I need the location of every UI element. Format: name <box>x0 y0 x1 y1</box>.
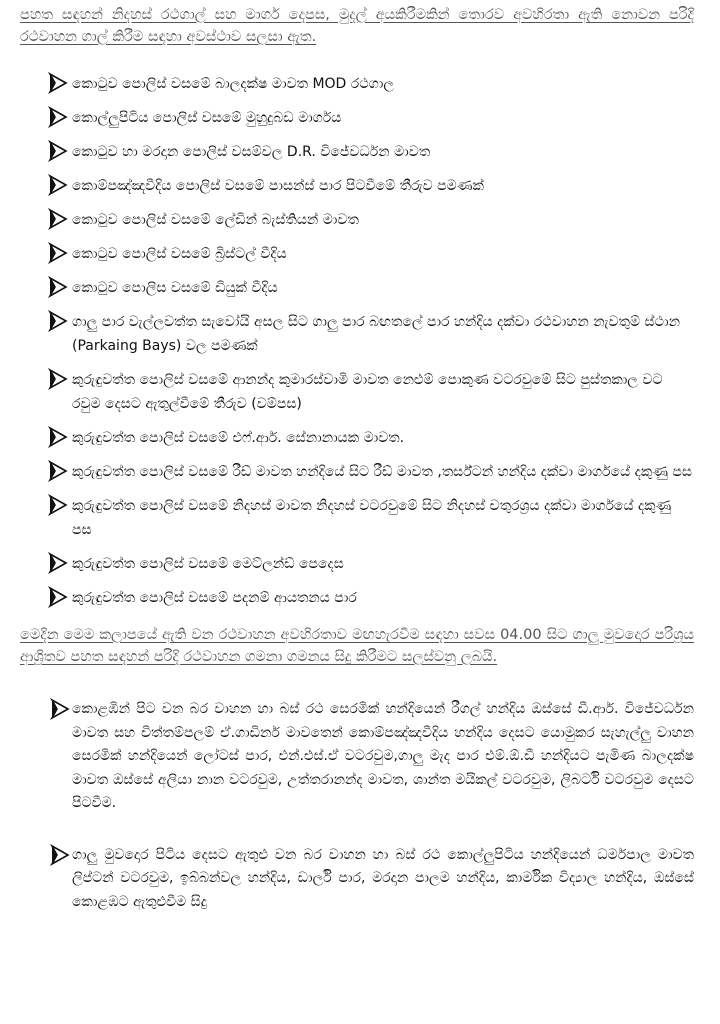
arrowhead-bullet-icon <box>48 174 68 196</box>
list-item-text: කුරුඳුවත්ත පොලිස් වසමේ රීඩ් මාවත හන්දියේ සිට රීඩ් මාවත ,තර්ස්ටන් හන්දිය දක්වා මාර්ගයේ දකුණු පස <box>72 464 692 480</box>
list-item <box>48 368 694 416</box>
list-item <box>48 72 694 96</box>
arrowhead-bullet-icon <box>48 310 68 332</box>
list-item <box>48 140 694 164</box>
parking-locations-list <box>20 72 694 610</box>
list-item <box>48 426 694 450</box>
list-item <box>48 242 694 266</box>
traffic-heading: මෙදින මෙම කලාපයේ ඇති වන රථවාහන අවහිරතාව මඟහැරවීම සඳහා සවස 04.00 සිට ගාලු මුවදොර පරිශ්‍රය ආශ්‍රිතව පහත සඳහන් පරිදි රථවාහන ගමනා ගමනය සිදු කිරීමට සලස්වනු ලබයි. <box>20 627 694 665</box>
arrowhead-bullet-icon <box>48 552 68 574</box>
traffic-routes-list <box>20 698 694 914</box>
arrowhead-bullet-icon <box>48 242 68 264</box>
arrowhead-bullet-icon <box>48 208 68 230</box>
list-item-text: කොල්ලුපිටිය පොලිස් වසමේ මුහුදුබඩ මාර්ගය <box>72 110 342 126</box>
list-item-text: කොම්පඤ්ඤවීදිය පොලිස් වසමේ පාසන්ස් පාර පිටවීමේ තීරුව පමණක් <box>72 178 484 194</box>
list-item-text: කොටුව පොලිස් වසමේ ලේඩින් බැස්තියන් මාවත <box>72 212 359 228</box>
list-item <box>48 460 694 484</box>
list-item <box>50 698 694 816</box>
list-item-text: කුරුඳුවත්ත පොලිස් වසමේ නිදහස් මාවත නිදහස් වටරවුමේ සිට නිදහස් චතුරශ්‍රය දක්වා මාර්ගයේ දකුණු පස <box>72 498 672 538</box>
list-item-text: ගාලු පාර වැල්ලවත්ත සැවෝයි අසල සිට ගාලු පාර බඟතලේ පාර හන්දිය දක්වා රථවාහන නැවතුම් ස්ථාන (Parkaing Bays) වල පමණක් <box>72 314 680 354</box>
list-item-text: කුරුඳුවත්ත පොලිස් වසමේ ආනන්ද කුමාරස්වාමි මාවත නෙළුම් පොකුණ වටරවුමේ සිට පුස්තකාල වට රවුම දෙසට ඇතුල්වීමේ තීරුව (වම්පස) <box>72 372 663 412</box>
list-item-text: කොළඹින් පිට වන බර වාහන හා බස් රථ සෙරමික් හන්දියෙන් රීගල් හන්දිය ඔස්සේ ඩී.ආර්. විජේවර්ධන මාවත සහ චිත්තම්පලම් ඒ.ගාඩිනර් මාවතෙන් කොම්පඤ්ඤවීදිය හන්දිය දෙසට යොමුකර සැහැල්ලු වාහන සෙරමික් හන්දියෙන් ලෝටස් පාර, එන්.එස්.ඒ වටරවුම,ගාලු මැද පාර එම්.ඕ.ඩී හන්දියට පැමිණ බාලදක්ෂ මාවත ඔස්සේ අලියා නාන වටරවුම, උත්තරානන්ද මාවත, ශාන්ත මයිකල් වටරවුම, ලිබර්ටි වටරවුම දෙසට පිටවීම. <box>72 701 694 811</box>
list-item-text: කොටුව හා මරදාන පොලිස් වසම්වල D.R. විජේවර්ධන මාවත <box>72 144 431 160</box>
list-item <box>48 586 694 610</box>
list-item <box>48 174 694 198</box>
list-item-text: කොටුව පොලිස් වසමේ බාලදක්ෂ මාවත MOD රථගාල <box>72 76 395 92</box>
arrowhead-bullet-icon <box>48 460 68 482</box>
list-item <box>50 844 694 915</box>
list-item-text: කොටුව පොලිස වසමේ ඩියුක් වීදිය <box>72 280 278 296</box>
arrowhead-bullet-icon <box>48 72 68 94</box>
list-item <box>48 106 694 130</box>
list-item <box>48 552 694 576</box>
arrowhead-bullet-icon <box>50 844 70 866</box>
arrowhead-bullet-icon <box>50 698 70 720</box>
list-item-text: කොටුව පොලිස් වසමේ බ්‍රිස්ටල් වීදිය <box>72 246 287 262</box>
intro-heading: පහත සඳහන් නිදහස් රථගාල් සහ මාර්ග දෙපස, මුදල් අයකිරීමකින් තොරව අවහිරතා ඇති නොවන පරිදි රථවාහන ගාල් කිරීම සඳහා අවස්ථාව සලසා ඇත. <box>20 7 694 45</box>
arrowhead-bullet-icon <box>48 140 68 162</box>
arrowhead-bullet-icon <box>48 368 68 390</box>
list-item <box>48 494 694 542</box>
list-item-text: කුරුඳුවත්ත පොලිස් වසමේ මෙට්ලන්ඩ් පෙදෙස <box>72 556 344 572</box>
list-item-text: ගාලු මුවදොර පිටිය දෙසට ඇතුළු වන බර වාහන හා බස් රථ කොල්ලුපිටිය හන්දියෙන් ධර්මපාල මාවත ලිප්ටන් වටරවුම, ඉබ්බන්වල හන්දිය, ඩාර්ලි පාර, මරදාන පාලම හන්දිය, කාර්මික විද්‍යාල හන්දිය, ඔස්සේ කොළඹට ඇතුළුවීම සිදු <box>72 846 694 910</box>
list-item-text: කුරුඳුවත්ත පොලිස් වසමේ එෆ්.ආර්. සේනානායක මාවත. <box>72 430 405 446</box>
list-item <box>48 310 694 358</box>
arrowhead-bullet-icon <box>48 106 68 128</box>
list-item-text: කුරුඳුවත්ත පොලිස් වසමේ පදනම් ආයතනය පාර <box>72 590 357 606</box>
arrowhead-bullet-icon <box>48 276 68 298</box>
arrowhead-bullet-icon <box>48 494 68 516</box>
arrowhead-bullet-icon <box>48 426 68 448</box>
list-item <box>48 276 694 300</box>
arrowhead-bullet-icon <box>48 586 68 608</box>
list-item <box>48 208 694 232</box>
